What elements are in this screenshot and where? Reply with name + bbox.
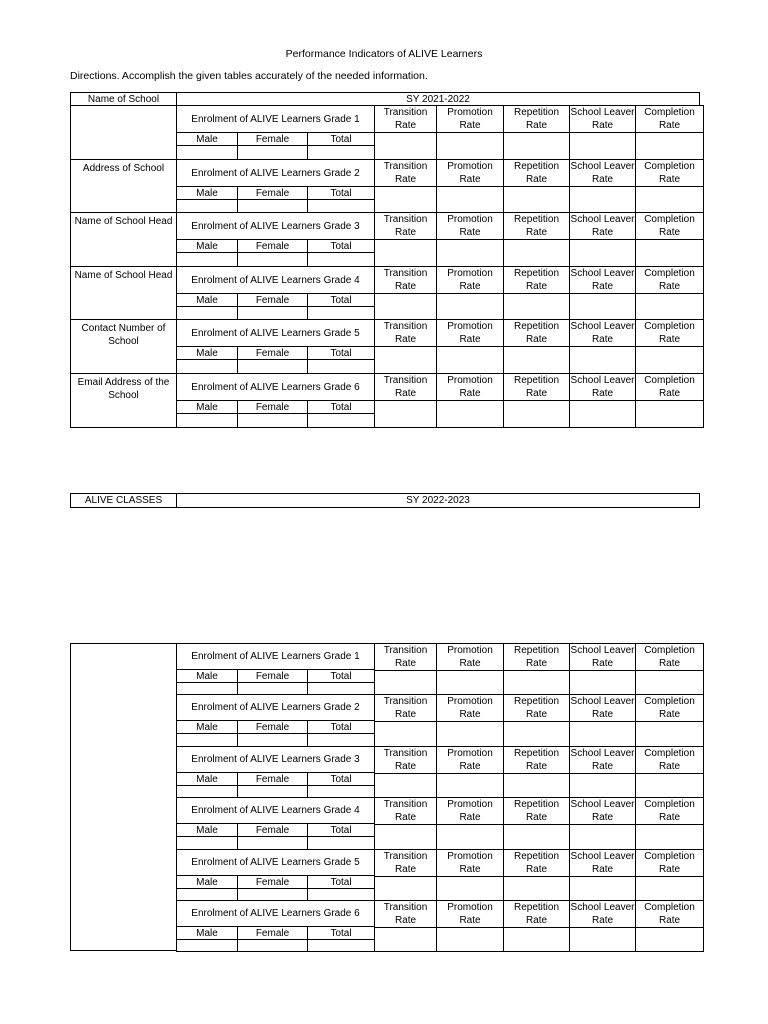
rate-header: Repetition Rate xyxy=(503,212,570,240)
rate-input-cell[interactable] xyxy=(374,293,437,320)
rate-input-cell[interactable] xyxy=(436,239,504,267)
rate-header: School Leaver Rate xyxy=(570,748,635,772)
rate-input-cell[interactable] xyxy=(569,400,636,428)
rate-input-cell[interactable] xyxy=(374,400,437,428)
rate-input-cell[interactable] xyxy=(635,400,704,428)
rate-header: Promotion Rate xyxy=(436,373,504,401)
side-label: Contact Number of School xyxy=(70,319,177,374)
rate-input-cell[interactable] xyxy=(436,400,504,428)
rate-header: Transition Rate xyxy=(374,746,437,774)
rate-input-cell[interactable] xyxy=(635,876,704,901)
side-label: Name of School Head xyxy=(70,266,177,320)
rate-input-cell[interactable] xyxy=(436,132,504,160)
enrolment-rates-table xyxy=(70,643,699,951)
rate-input-cell[interactable] xyxy=(436,927,504,952)
rate-header: Promotion Rate xyxy=(436,105,504,133)
sex-header: Total xyxy=(307,186,375,200)
enrolment-input-cell[interactable] xyxy=(237,306,308,320)
rate-input-cell[interactable] xyxy=(436,773,504,798)
rate-header: Promotion Rate xyxy=(436,266,504,294)
alive-classes-label: ALIVE CLASSES xyxy=(70,493,177,508)
enrolment-input-cell[interactable] xyxy=(307,836,375,850)
sex-header: Male xyxy=(176,926,238,940)
rate-input-cell[interactable] xyxy=(635,186,704,213)
sex-header: Male xyxy=(176,772,238,786)
school-year-header: SY 2021-2022 xyxy=(176,92,700,106)
rate-header: Completion Rate xyxy=(635,797,704,825)
enrolment-input-cell[interactable] xyxy=(176,252,238,267)
sex-header: Male xyxy=(176,669,238,683)
enrolment-input-cell[interactable] xyxy=(237,413,308,428)
rate-header: Promotion Rate xyxy=(436,746,504,774)
sex-header: Female xyxy=(237,132,308,146)
rate-header: Promotion Rate xyxy=(436,212,504,240)
rate-header: Transition Rate xyxy=(374,266,437,294)
side-label xyxy=(70,105,177,160)
enrolment-input-cell[interactable] xyxy=(237,359,308,374)
sex-header: Male xyxy=(176,293,238,307)
sex-header: Female xyxy=(237,293,308,307)
sex-header: Female xyxy=(237,926,308,940)
rate-header: Transition Rate xyxy=(374,797,437,825)
rate-input-cell[interactable] xyxy=(374,824,437,850)
rate-input-cell[interactable] xyxy=(374,670,437,695)
rate-input-cell[interactable] xyxy=(569,721,636,747)
rate-header: School Leaver Rate xyxy=(570,645,635,669)
rate-input-cell[interactable] xyxy=(569,186,636,213)
side-label: Address of School xyxy=(70,159,177,213)
rate-header: Transition Rate xyxy=(374,643,437,671)
enrolment-input-cell[interactable] xyxy=(237,199,308,213)
sex-header: Total xyxy=(307,720,375,734)
sex-header: Total xyxy=(307,926,375,940)
rate-input-cell[interactable] xyxy=(635,721,704,747)
rate-header: Completion Rate xyxy=(635,266,704,294)
rate-header: Transition Rate xyxy=(374,105,437,133)
rate-header: Promotion Rate xyxy=(436,643,504,671)
sex-header: Male xyxy=(176,186,238,200)
rate-input-cell[interactable] xyxy=(374,346,437,374)
enrolment-input-cell[interactable] xyxy=(176,306,238,320)
rate-header: Completion Rate xyxy=(635,746,704,774)
enrolment-input-cell[interactable] xyxy=(176,836,238,850)
rate-input-cell[interactable] xyxy=(635,824,704,850)
rate-header: Transition Rate xyxy=(374,694,437,722)
enrolment-input-cell[interactable] xyxy=(237,836,308,850)
sex-header: Total xyxy=(307,669,375,683)
grade-enrolment-header: Enrolment of ALIVE Learners Grade 5 xyxy=(176,319,375,347)
rate-header: School Leaver Rate xyxy=(570,107,635,131)
grade-enrolment-header: Enrolment of ALIVE Learners Grade 6 xyxy=(176,373,375,401)
sex-header: Total xyxy=(307,239,375,253)
enrolment-input-cell[interactable] xyxy=(307,252,375,267)
sex-header: Male xyxy=(176,132,238,146)
rate-header: Repetition Rate xyxy=(503,797,570,825)
side-label: Name of School Head xyxy=(70,212,177,267)
rate-header: Repetition Rate xyxy=(503,105,570,133)
rate-header: Repetition Rate xyxy=(503,900,570,928)
rate-input-cell[interactable] xyxy=(635,670,704,695)
rate-input-cell[interactable] xyxy=(436,670,504,695)
rate-header: Transition Rate xyxy=(374,319,437,347)
sex-header: Female xyxy=(237,875,308,889)
rate-input-cell[interactable] xyxy=(374,239,437,267)
grade-enrolment-header: Enrolment of ALIVE Learners Grade 1 xyxy=(176,643,375,670)
rate-header: Completion Rate xyxy=(635,849,704,877)
rate-input-cell[interactable] xyxy=(569,773,636,798)
rate-header: Repetition Rate xyxy=(503,694,570,722)
rate-input-cell[interactable] xyxy=(635,239,704,267)
sex-header: Male xyxy=(176,720,238,734)
rate-header: Promotion Rate xyxy=(436,159,504,187)
sex-header: Total xyxy=(307,346,375,360)
rate-input-cell[interactable] xyxy=(503,186,570,213)
rate-input-cell[interactable] xyxy=(374,773,437,798)
rate-input-cell[interactable] xyxy=(436,293,504,320)
side-blank-column[interactable] xyxy=(70,643,177,951)
sex-header: Total xyxy=(307,400,375,414)
rate-header: Promotion Rate xyxy=(436,797,504,825)
enrolment-input-cell[interactable] xyxy=(176,413,238,428)
rate-header: Repetition Rate xyxy=(503,319,570,347)
rate-input-cell[interactable] xyxy=(503,400,570,428)
rate-input-cell[interactable] xyxy=(635,132,704,160)
rate-input-cell[interactable] xyxy=(503,293,570,320)
rate-header: Repetition Rate xyxy=(503,159,570,187)
rate-header: Completion Rate xyxy=(635,643,704,671)
grade-enrolment-header: Enrolment of ALIVE Learners Grade 2 xyxy=(176,159,375,187)
sex-header: Female xyxy=(237,772,308,786)
rate-input-cell[interactable] xyxy=(436,824,504,850)
rate-input-cell[interactable] xyxy=(503,824,570,850)
rate-header: Completion Rate xyxy=(635,212,704,240)
sex-header: Female xyxy=(237,400,308,414)
rate-input-cell[interactable] xyxy=(503,927,570,952)
rate-header: School Leaver Rate xyxy=(570,902,635,926)
enrolment-input-cell[interactable] xyxy=(307,359,375,374)
grade-enrolment-header: Enrolment of ALIVE Learners Grade 2 xyxy=(176,694,375,721)
sex-header: Female xyxy=(237,346,308,360)
rate-input-cell[interactable] xyxy=(569,239,636,267)
sex-header: Female xyxy=(237,669,308,683)
rate-header: Transition Rate xyxy=(374,849,437,877)
rate-header: School Leaver Rate xyxy=(570,375,635,399)
rate-header: Completion Rate xyxy=(635,105,704,133)
rate-input-cell[interactable] xyxy=(503,239,570,267)
school-year-header-2: SY 2022-2023 xyxy=(176,493,700,508)
rate-header: Promotion Rate xyxy=(436,849,504,877)
sex-header: Female xyxy=(237,186,308,200)
rate-header: Transition Rate xyxy=(374,373,437,401)
rate-header: Repetition Rate xyxy=(503,746,570,774)
corner-label-name-of-school: Name of School xyxy=(70,92,177,106)
grade-enrolment-header: Enrolment of ALIVE Learners Grade 4 xyxy=(176,797,375,824)
sex-header: Male xyxy=(176,400,238,414)
rate-header: Repetition Rate xyxy=(503,373,570,401)
rate-input-cell[interactable] xyxy=(374,186,437,213)
enrolment-input-cell[interactable] xyxy=(307,199,375,213)
enrolment-input-cell[interactable] xyxy=(307,413,375,428)
rate-header: Completion Rate xyxy=(635,694,704,722)
rate-header: School Leaver Rate xyxy=(570,161,635,185)
rate-input-cell[interactable] xyxy=(569,132,636,160)
directions-text: Directions. Accomplish the given tables accurately of the needed information. xyxy=(70,70,428,82)
sex-header: Total xyxy=(307,875,375,889)
rate-header: School Leaver Rate xyxy=(570,799,635,823)
grade-enrolment-header: Enrolment of ALIVE Learners Grade 3 xyxy=(176,212,375,240)
grade-enrolment-header: Enrolment of ALIVE Learners Grade 4 xyxy=(176,266,375,294)
rate-header: Transition Rate xyxy=(374,900,437,928)
rate-header: Completion Rate xyxy=(635,319,704,347)
rate-header: Completion Rate xyxy=(635,373,704,401)
rate-input-cell[interactable] xyxy=(635,773,704,798)
sex-header: Total xyxy=(307,293,375,307)
rate-input-cell[interactable] xyxy=(569,824,636,850)
page-title: Performance Indicators of ALIVE Learners xyxy=(285,48,483,60)
rate-input-cell[interactable] xyxy=(503,346,570,374)
rate-input-cell[interactable] xyxy=(436,721,504,747)
rate-header: Repetition Rate xyxy=(503,849,570,877)
enrolment-input-cell[interactable] xyxy=(237,939,308,952)
enrolment-input-cell[interactable] xyxy=(237,145,308,160)
rate-input-cell[interactable] xyxy=(569,876,636,901)
sex-header: Male xyxy=(176,823,238,837)
rate-header: School Leaver Rate xyxy=(570,696,635,720)
rate-input-cell[interactable] xyxy=(569,927,636,952)
rate-input-cell[interactable] xyxy=(569,346,636,374)
school-info-table xyxy=(70,92,699,427)
enrolment-input-cell[interactable] xyxy=(307,733,375,747)
rate-input-cell[interactable] xyxy=(374,876,437,901)
rate-header: School Leaver Rate xyxy=(570,214,635,238)
grade-enrolment-header: Enrolment of ALIVE Learners Grade 6 xyxy=(176,900,375,927)
rate-input-cell[interactable] xyxy=(436,876,504,901)
sex-header: Male xyxy=(176,875,238,889)
rate-input-cell[interactable] xyxy=(436,186,504,213)
grade-enrolment-header: Enrolment of ALIVE Learners Grade 1 xyxy=(176,105,375,133)
rate-header: School Leaver Rate xyxy=(570,268,635,292)
enrolment-input-cell[interactable] xyxy=(307,306,375,320)
sex-header: Total xyxy=(307,823,375,837)
grade-enrolment-header: Enrolment of ALIVE Learners Grade 5 xyxy=(176,849,375,876)
rate-input-cell[interactable] xyxy=(503,132,570,160)
enrolment-input-cell[interactable] xyxy=(176,359,238,374)
enrolment-input-cell[interactable] xyxy=(237,733,308,747)
rate-input-cell[interactable] xyxy=(635,346,704,374)
enrolment-input-cell[interactable] xyxy=(307,145,375,160)
enrolment-input-cell[interactable] xyxy=(307,939,375,952)
rate-input-cell[interactable] xyxy=(374,132,437,160)
rate-header: Promotion Rate xyxy=(436,900,504,928)
rate-input-cell[interactable] xyxy=(374,721,437,747)
rate-header: Promotion Rate xyxy=(436,694,504,722)
rate-input-cell[interactable] xyxy=(503,721,570,747)
rate-header: Promotion Rate xyxy=(436,319,504,347)
enrolment-input-cell[interactable] xyxy=(176,199,238,213)
sex-header: Female xyxy=(237,720,308,734)
enrolment-input-cell[interactable] xyxy=(176,939,238,952)
sex-header: Total xyxy=(307,132,375,146)
rate-header: School Leaver Rate xyxy=(570,851,635,875)
rate-header: Repetition Rate xyxy=(503,643,570,671)
enrolment-input-cell[interactable] xyxy=(176,733,238,747)
rate-input-cell[interactable] xyxy=(374,927,437,952)
sex-header: Male xyxy=(176,346,238,360)
side-label: Email Address of the School xyxy=(70,373,177,428)
sex-header: Male xyxy=(176,239,238,253)
alive-classes-table xyxy=(70,493,699,508)
rate-header: School Leaver Rate xyxy=(570,321,635,345)
enrolment-input-cell[interactable] xyxy=(237,252,308,267)
rate-input-cell[interactable] xyxy=(436,346,504,374)
rate-input-cell[interactable] xyxy=(569,293,636,320)
rate-input-cell[interactable] xyxy=(503,773,570,798)
grade-enrolment-header: Enrolment of ALIVE Learners Grade 3 xyxy=(176,746,375,773)
rate-header: Transition Rate xyxy=(374,212,437,240)
rate-input-cell[interactable] xyxy=(635,927,704,952)
rate-input-cell[interactable] xyxy=(503,670,570,695)
rate-header: Repetition Rate xyxy=(503,266,570,294)
rate-header: Completion Rate xyxy=(635,159,704,187)
rate-header: Completion Rate xyxy=(635,900,704,928)
sex-header: Female xyxy=(237,239,308,253)
enrolment-input-cell[interactable] xyxy=(176,145,238,160)
rate-input-cell[interactable] xyxy=(635,293,704,320)
rate-input-cell[interactable] xyxy=(569,670,636,695)
rate-input-cell[interactable] xyxy=(503,876,570,901)
sex-header: Total xyxy=(307,772,375,786)
rate-header: Transition Rate xyxy=(374,159,437,187)
sex-header: Female xyxy=(237,823,308,837)
